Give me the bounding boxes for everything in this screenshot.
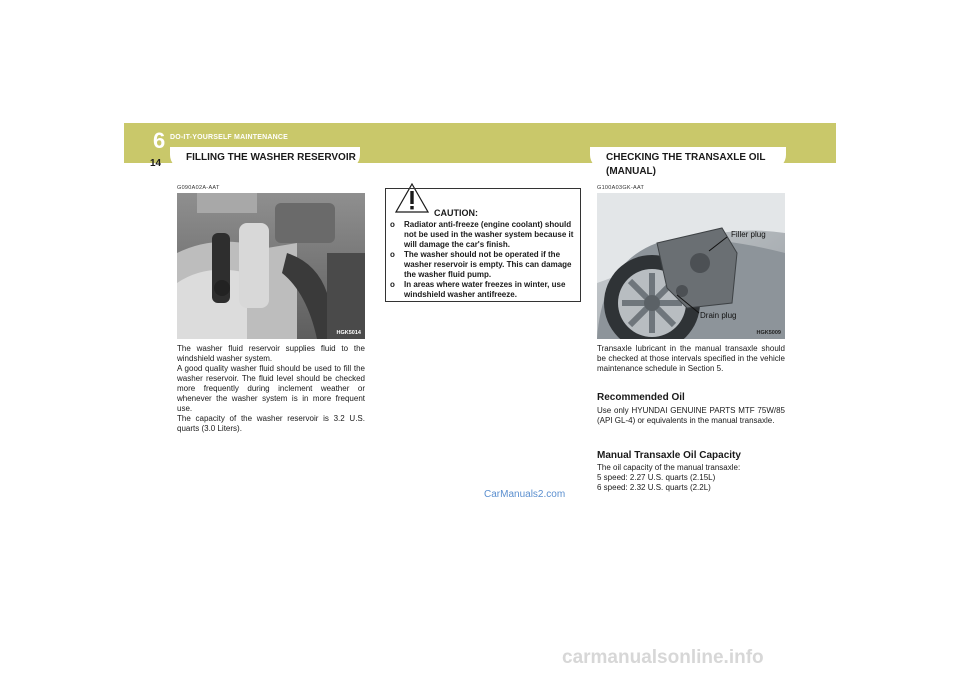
caution-list <box>390 220 576 300</box>
doc-code-left: G090A02A-AAT <box>177 185 220 191</box>
section-title-transaxle: CHECKING THE TRANSAXLE OIL <box>606 152 766 163</box>
caution-box <box>385 188 581 302</box>
watermark-carmanuals2[interactable]: CarManuals2.com <box>484 489 566 500</box>
engine-bay-photo <box>177 193 365 339</box>
capacity-line-3: 6 speed: 2.32 U.S. quarts (2.2L) <box>597 483 711 492</box>
callout-drain-plug: Drain plug <box>700 311 737 320</box>
section-title-transaxle-sub: (MANUAL) <box>606 166 656 177</box>
photo-code-right: HGK5009 <box>756 330 781 336</box>
caution-item: o The washer should not be operated if the washer reservoir is empty. This can damage the washer fluid pump. <box>390 250 572 279</box>
recommended-oil-heading: Recommended Oil <box>597 392 685 403</box>
callout-filler-plug: Filler plug <box>731 230 766 239</box>
doc-code-right: G100A03GK-AAT <box>597 185 645 191</box>
chapter-number: 6 <box>153 128 166 153</box>
capacity-line-2: 5 speed: 2.27 U.S. quarts (2.15L) <box>597 473 716 482</box>
washer-paragraph-3: The capacity of the washer reservoir is 3.2 U.S. quarts (3.0 Liters). <box>177 414 365 433</box>
caution-item: o Radiator anti-freeze (engine coolant) should not be used in the washer system because it will damage the car's finish. <box>390 220 574 249</box>
page-number: 14 <box>150 158 162 169</box>
transaxle-photo <box>597 193 785 339</box>
caution-label: CAUTION: <box>434 208 478 218</box>
washer-paragraph-1: The washer fluid reservoir supplies fluid to the windshield washer system. <box>177 344 365 363</box>
capacity-line-1: The oil capacity of the manual transaxle: <box>597 463 741 472</box>
washer-paragraph-2: A good quality washer fluid should be used to fill the washer reservoir. The fluid level should be checked more frequently during inclement weather or whenever the washer system is in more frequent use. <box>177 364 365 413</box>
photo-code-left: HGK5014 <box>336 330 361 336</box>
caution-item: o In areas where water freezes in winter, use windshield washer antifreeze. <box>390 280 566 299</box>
watermark-carmanualsonline: carmanualsonline.info <box>562 647 764 668</box>
capacity-heading: Manual Transaxle Oil Capacity <box>597 450 741 461</box>
transaxle-intro: Transaxle lubricant in the manual transaxle should be checked at those intervals specified in the vehicle maintenance schedule in Section 5. <box>597 344 785 373</box>
chapter-title: DO-IT-YOURSELF MAINTENANCE <box>170 134 288 141</box>
recommended-oil-text: Use only HYUNDAI GENUINE PARTS MTF 75W/85 (API GL-4) or equivalents in the manual transaxle. <box>597 406 785 425</box>
section-title-washer: FILLING THE WASHER RESERVOIR <box>186 152 356 163</box>
